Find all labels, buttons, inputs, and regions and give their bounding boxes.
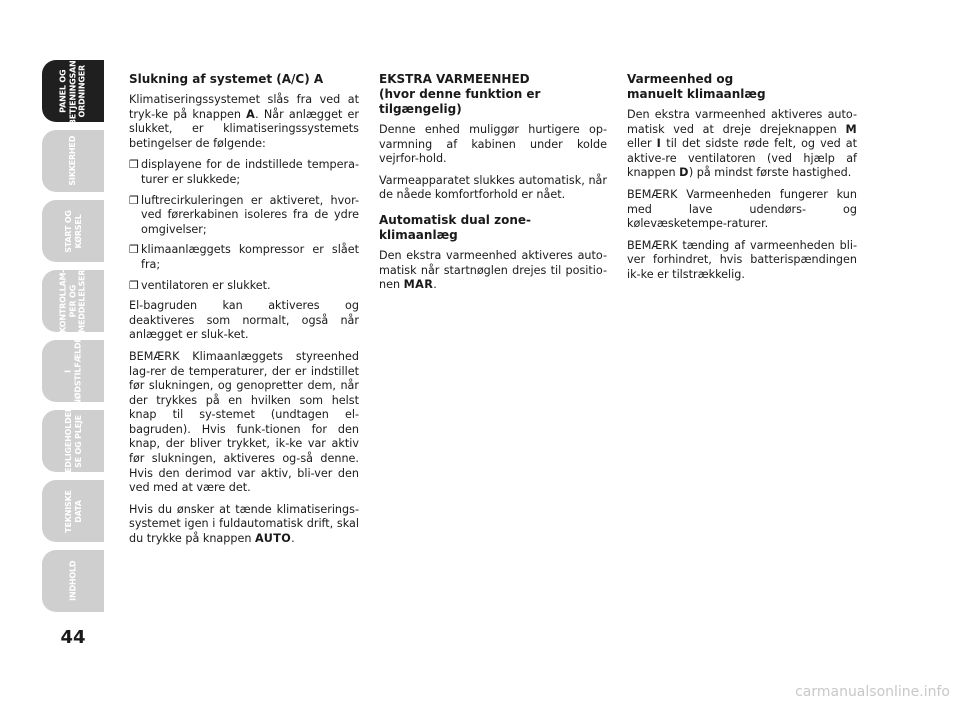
tab-label: TEKNISKE DATA [63,489,82,533]
section-heading: Slukning af systemet (A/C) A [129,72,324,86]
checkbox-bullet-icon: ❒ [129,193,139,207]
key-label: A [246,107,256,121]
paragraph: BEMÆRK Varmeenheden fungerer kun med lave udendørs- og kølevæsketempe-raturer. [627,187,857,231]
chapter-tabs [42,57,104,620]
paragraph: El-bagruden kan aktiveres og deaktiveres som normalt, også når anlægget er sluk-ket. [129,299,359,342]
column-2 [379,72,607,300]
key-label: M [845,122,857,136]
list-item: ❒ displayene for de indstillede tempera-turer er slukkede; [129,158,359,186]
key-label: D [679,166,689,180]
tab-sikkerhed[interactable] [42,130,104,192]
key-label: AUTO [255,532,292,546]
paragraph: Klimatiseringssystemet slås fra ved at tryk-ke på knappen A. Når anlægget er slukket, er klimatiseringssystemets betingelser de følgende: [129,93,360,150]
column-3 [627,72,857,290]
paragraph: Denne enhed muliggør hurtigere op-varmning af kabinen under kolde vejrfor-hold. [379,123,607,166]
tab-label: I NØDSTILFÆLDE [63,336,83,406]
tab-indhold[interactable] [42,550,104,612]
watermark: carmanualsonline.info [795,684,950,700]
section-heading: Automatisk dual zone-klimaanlæg [379,212,531,242]
tab-label: VEDLIGEHOLDEL- SE OG PLEJE [63,403,83,479]
section-heading: Varmeenhed og manuelt klimaanlæg [627,72,766,101]
paragraph: Hvis du ønsker at tænde klimatiserings-systemet igen i fuldautomatisk drift, skal du trykke på knappen AUTO. [129,502,359,546]
tab-vedligeholdelse-og-pleje[interactable] [42,403,104,479]
tab-kontrollamper-og-meddelelser[interactable] [42,270,104,332]
tab-panel-og-betjeningsanordninger[interactable] [42,57,104,125]
key-label: I [656,137,662,151]
paragraph: Den ekstra varmeenhed aktiveres auto-matisk når startnøglen drejes til positio-nen MAR. [379,248,607,292]
checkbox-bullet-icon: ❒ [129,243,139,257]
checkbox-bullet-icon: ❒ [129,158,139,172]
tab-label: INDHOLD [68,560,78,602]
paragraph: BEMÆRK Klimaanlæggets styreenhed lag-rer de temperaturer, der er indstillet før slukningen, og genopretter dem, når der trykkes på en hvilken som helst knap til sy-stemet (undtagen el-bagruden). Hvis funk-tionen for den knap, der bliver trykket, ik-ke var aktiv før slukningen, aktiveres og-så denne. Hvis den derimod var aktiv, bli-ver den ved med at være det. [129,349,359,495]
tab-start-og-korsel[interactable] [42,200,104,262]
list-item: ❒ luftrecirkuleringen er aktiveret, hvor-ved førerkabinen isoleres fra de ydre omgivelser; [129,193,359,236]
list-item: ❒ klimaanlæggets kompressor er slået fra; [129,243,359,271]
checkbox-bullet-icon: ❒ [129,278,139,292]
page-number: 44 [60,627,86,648]
key-label: MAR [403,278,434,292]
paragraph: BEMÆRK tænding af varmeenheden bli-ver forhindret, hvis batterispændingen ik-ke er tilstrækkelig. [627,238,857,281]
paragraph: Varmeapparatet slukkes automatisk, når de nåede komfortforhold er nået. [379,173,607,202]
tab-label: KONTROLLAM- PER OG MEDDELELSER [58,269,87,333]
column-1 [129,72,359,554]
tab-label: SIKKERHED [68,136,78,186]
tab-label: START OG KØRSEL [63,209,82,253]
tab-label: PANEL OG BETJENINGSAN- ORDNINGER [58,57,87,125]
tab-tekniske-data[interactable] [42,480,104,542]
list-item: ❒ ventilatoren er slukket. [129,278,271,292]
paragraph: Den ekstra varmeenhed aktiveres auto-matisk ved at dreje drejeknappen M eller I til det sidste røde felt, og ved at aktive-re ventilatoren (ved hjælp af knappen D) på mindst første hastighed. [627,108,857,180]
tab-i-nodstilfaelde[interactable] [42,336,104,406]
section-heading: EKSTRA VARMEENHED (hvor denne funktion er tilgængelig) [379,72,541,116]
